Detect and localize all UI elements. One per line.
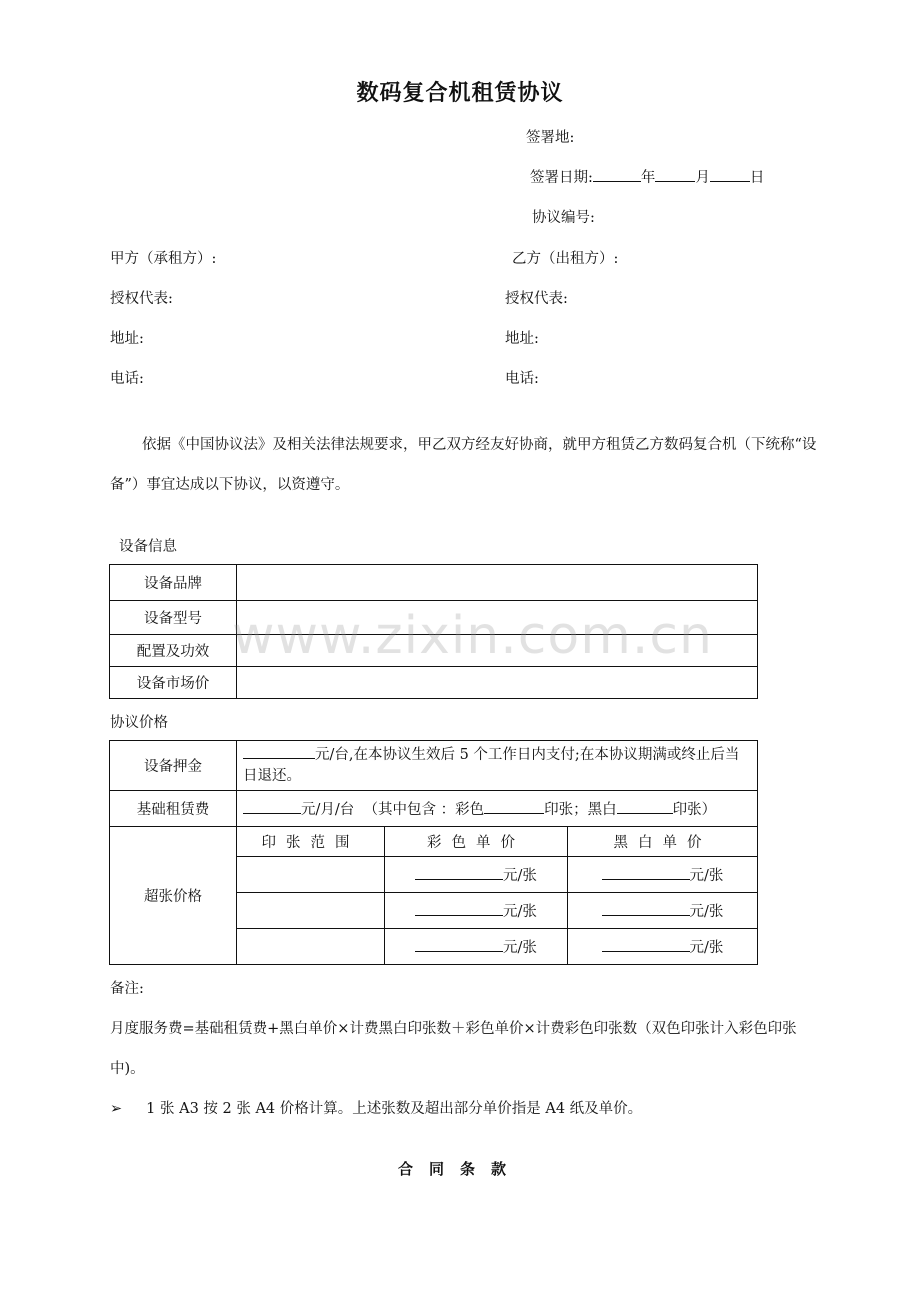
base-fee-label: 基础租赁费 — [110, 791, 237, 827]
color-price-unit: 元/张 — [503, 940, 537, 956]
color-price-blank[interactable] — [415, 865, 503, 880]
color-price-cell — [385, 857, 568, 893]
party-b-address: 地址: — [505, 331, 539, 347]
color-price-unit: 元/张 — [503, 868, 537, 884]
color-price-cell — [385, 893, 568, 929]
month-blank[interactable] — [655, 167, 695, 182]
equipment-price-value[interactable] — [237, 667, 758, 699]
bw-price-cell — [568, 929, 758, 965]
bw-price-unit: 元/张 — [689, 940, 724, 956]
watermark: www.zixin.com.cn — [232, 606, 713, 666]
bw-price-cell — [568, 893, 758, 929]
year-blank[interactable] — [593, 167, 641, 182]
bw-price-blank[interactable] — [602, 937, 690, 952]
color-price-blank[interactable] — [415, 937, 503, 952]
deposit-label: 设备押金 — [110, 741, 237, 791]
base-fee-sheets-color: 印张；黑白 — [544, 802, 617, 818]
equipment-brand-value[interactable] — [237, 565, 758, 601]
overage-label: 超张价格 — [110, 827, 237, 965]
range-cell[interactable] — [237, 893, 385, 929]
price-heading: 协议价格 — [110, 715, 168, 731]
intro-paragraph: 依据《中国协议法》及相关法律法规要求，甲乙双方经友好协商，就甲方租赁乙方数码复合机（下统称“设备”）事宜达成以下协议，以资遵守。 — [110, 437, 817, 493]
party-a-title: 甲方（承租方）: — [110, 251, 217, 267]
base-fee-include: （其中包含 ：彩色 — [363, 802, 485, 818]
range-cell[interactable] — [237, 857, 385, 893]
day-blank[interactable] — [710, 167, 750, 182]
party-b-phone: 电话: — [505, 371, 539, 387]
bullet-arrow-icon: ➢ — [110, 1101, 123, 1117]
equipment-brand-label: 设备品牌 — [110, 565, 237, 601]
col-range-header: 印张范围 — [237, 827, 385, 857]
bw-sheets-blank[interactable] — [617, 799, 673, 814]
signing-date-label: 签署日期: — [530, 170, 593, 186]
notes-bullet-text: 1 张 A3 按 2 张 A4 价格计算。上述张数及超出部分单价指是 A4 纸及单价。 — [146, 1101, 643, 1117]
base-fee-cell — [237, 791, 758, 827]
deposit-text: 元/台,在本协议生效后 5 个工作日内支付;在本协议期满或终止后当日退还。 — [243, 747, 740, 784]
equipment-config-label: 配置及功效 — [110, 635, 237, 667]
day-text: 日 — [749, 170, 765, 186]
deposit-cell — [237, 741, 758, 791]
base-fee-sheets-bw: 印张） — [672, 802, 717, 818]
bw-price-cell — [568, 857, 758, 893]
price-table — [109, 740, 758, 965]
month-text: 月 — [695, 170, 710, 186]
bw-price-unit: 元/张 — [689, 868, 724, 884]
col-bw-header: 黑白单价 — [568, 827, 758, 857]
notes-label: 备注: — [110, 981, 144, 997]
equipment-price-label: 设备市场价 — [110, 667, 237, 699]
equipment-heading: 设备信息 — [119, 539, 177, 555]
deposit-blank[interactable] — [243, 744, 315, 759]
base-fee-blank[interactable] — [243, 799, 301, 814]
color-price-blank[interactable] — [415, 901, 503, 916]
notes-formula: 月度服务费=基础租赁费+黑白单价×计费黑白印张数＋彩色单价×计费彩色印张数（双色印张计入彩色印张中)。 — [110, 1021, 797, 1077]
color-price-cell — [385, 929, 568, 965]
document-title: 数码复合机租赁协议 — [356, 81, 564, 106]
signing-date-line — [530, 166, 764, 187]
party-a-address: 地址: — [110, 331, 144, 347]
color-price-unit: 元/张 — [503, 904, 537, 920]
signing-place-label: 签署地: — [526, 130, 575, 146]
equipment-model-label: 设备型号 — [110, 601, 237, 635]
agreement-number-label: 协议编号: — [532, 210, 595, 226]
bw-price-unit: 元/张 — [689, 904, 724, 920]
year-text: 年 — [640, 170, 656, 186]
bw-price-blank[interactable] — [602, 901, 690, 916]
party-a-phone: 电话: — [110, 371, 144, 387]
col-color-header: 彩色单价 — [385, 827, 568, 857]
range-cell[interactable] — [237, 929, 385, 965]
bw-price-blank[interactable] — [602, 865, 690, 880]
base-fee-unit: 元/月/台 — [301, 802, 355, 818]
party-b-rep: 授权代表: — [505, 291, 568, 307]
color-sheets-blank[interactable] — [484, 799, 544, 814]
notes-bullet-line — [110, 1097, 642, 1118]
party-b-title: 乙方（出租方）: — [512, 251, 619, 267]
section-heading: 合同条款 — [397, 1160, 522, 1178]
party-a-rep: 授权代表: — [110, 291, 173, 307]
